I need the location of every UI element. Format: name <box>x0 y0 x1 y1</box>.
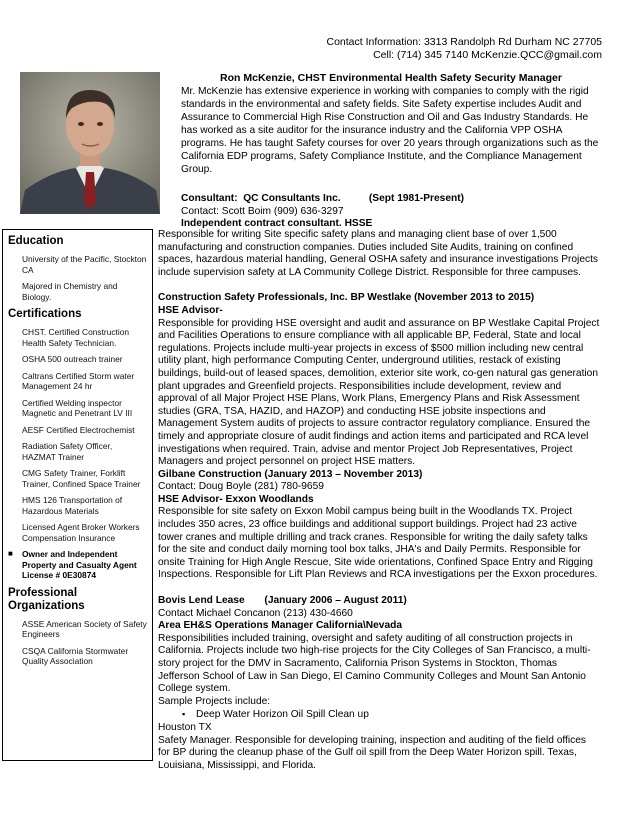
bovis-role: Area EH&S Operations Manager California\Nevada <box>158 620 403 632</box>
certification-item: Licensed Agent Broker Workers Compensation Insurance <box>22 522 140 543</box>
education-heading: Education <box>8 235 64 247</box>
organizations-heading: Professional Organizations <box>8 586 85 612</box>
intro-section <box>181 72 601 176</box>
houston-location: Houston TX <box>158 721 212 733</box>
csp-heading: Construction Safety Professionals, Inc. BP Westlake (November 2013 to 2015) <box>158 292 535 304</box>
organization-item: ASSE American Society of Safety Engineers <box>22 618 147 639</box>
certifications-heading: Certifications <box>8 308 82 320</box>
bovis-heading: Bovis Lend Lease (January 2006 – August 2011) <box>158 595 407 607</box>
bio-paragraph: Mr. McKenzie has extensive experience in working with companies to comply with the rigid standards in the environmental and safety fields. Site Safety expertise includes Audit and Assurance to Commercial High Rise Construction and Oil and Gas Industry Standards. He has worked as a site auditor for the insurance industry and the California VPP OSHA programs. He has taught Safety courses for over 20 years through organizations such as the California EDP programs, Safety Compliance Institute, and the Compliance Management Group. <box>181 86 599 175</box>
name-title: Ron McKenzie, CHST Environmental Health Safety Security Manager <box>220 72 562 84</box>
sidebar <box>2 229 153 761</box>
certification-item: AESF Certified Electrochemist <box>22 424 135 435</box>
certification-item: HMS 126 Transportation of Hazardous Materials <box>22 495 123 516</box>
contact-cell-email: Cell: (714) 345 7140 McKenzie.QCC@gmail.com <box>373 49 602 61</box>
education-item: University of the Pacific, Stockton CA <box>22 254 147 275</box>
square-bullet-icon: ■ <box>8 549 13 558</box>
organization-item: CSQA California Stormwater Quality Association <box>22 645 129 666</box>
consultant-contact: Contact: Scott Boim (909) 636-3297 <box>181 205 344 217</box>
gilbane-role: HSE Advisor- Exxon Woodlands <box>158 493 314 505</box>
license-bullet <box>8 549 148 581</box>
gilbane-description: Responsible for site safety on Exxon Mobil campus being built in the Woodlands TX. Project includes 350 acres, 23 office buildings and additional support buildings. Project had 23 active tower cranes and multiple drilling and track cranes. Responsible for writing the daily safety talks for the site and conduct daily morning tool box talks, JHA's and Daily Permits. Responsible for onsite Training for High Angle Rescue, Site wide orientations, Confined Space Entry and Rigging Inspections. Responsible for Lift Plan Reviews and RCA investigations per the Exxon procedures. <box>158 506 598 581</box>
license-text: Owner and Independent Property and Casualty Agent License # 0E30874 <box>22 549 137 580</box>
bovis-contact: Contact Michael Concanon (213) 430-4660 <box>158 607 353 619</box>
sample-projects-label: Sample Projects include: <box>158 695 271 707</box>
experience-section <box>158 229 600 772</box>
certification-item: Certified Welding inspector Magnetic and Penetrant LV III <box>22 397 133 418</box>
consultant-section <box>181 193 601 231</box>
education-item: Majored in Chemistry and Biology. <box>22 281 118 302</box>
csp-role: HSE Advisor- <box>158 304 223 316</box>
certification-item: Radiation Safety Officer, HAZMAT Trainer <box>22 441 113 462</box>
certification-item: OSHA 500 outreach trainer <box>22 354 123 364</box>
houston-description: Safety Manager. Responsible for developing training, inspection and auditing of the field offices for BP during the cleanup phase of the Gulf oil spill from the Deep Water Horizon spill. Texas, Louisiana, Mississippi, and Florida. <box>158 734 586 771</box>
contact-block <box>327 36 603 62</box>
gilbane-heading: Gilbane Construction (January 2013 – November 2013) <box>158 468 423 480</box>
list-item: ▪ Deep Water Horizon Oil Spill Clean up <box>196 708 600 722</box>
gilbane-contact: Contact: Doug Boyle (281) 780-9659 <box>158 481 324 493</box>
bovis-description: Responsibilities included training, oversight and safety auditing of all construction projects in California. Projects include two high-rise projects for the City Colleges of San Francisco, a multi-story project for the DMV in Sacramento, California Prison Systems in Stockton, Thomas Jefferson School of Law in San Diego, El Camino Community Colleges and Mount San Antonio College system. <box>158 632 591 695</box>
certification-item: Caltrans Certified Storm water Management 24 hr <box>22 370 135 391</box>
consultant-heading: Consultant: QC Consultants Inc. (Sept 1981-Present) <box>181 193 465 204</box>
contact-address: Contact Information: 3313 Randolph Rd Durham NC 27705 <box>326 36 602 48</box>
csp-description: Responsible for providing HSE oversight and audit and assurance on BP Westlake Capital Project and Facilities Operations to ensure compliance with all applicable BP, Federal, State and local regulations. Projects include multi-year projects in excess of $500 million including new central utility plant, high performance Computing Center, underground utilities, restack of existing buildings, build-out of leased spaces, demolition, exterior site work, co-gen natural gas generation plant upgrades and Greenfield projects. Responsibilities include development, review and approval of all Major Project HSE Plans, Work Plans, Emergency Plans and Risk Assessment studies (GRA, TSA, HAZID, and HAZOP) and conducting HSE jobsite inspections and Management System audits of projects to assure contractor regulatory compliance. Ensured the timely and appropriate closure of audit findings and action items and participated and RCA level investigations when required. Train, advise and mentor Project Job Representatives, Project Managers and project personnel on project HSE matters. <box>158 317 600 468</box>
certification-item: CMG Safety Trainer, Forklift Trainer, Confined Space Trainer <box>22 468 141 489</box>
qc-description: Responsible for writing Site specific safety plans and managing client base of over 1,500 manufacturing and construction companies. Duties included Site Audits, training on confined spaces, hazardous material handling, General OSHA safety and insurance investigations Projects include supervision safety at LA Community College District. Responsible for three campuses. <box>158 229 599 278</box>
sample-projects-list <box>158 708 600 722</box>
profile-photo <box>20 72 160 214</box>
certification-item: CHST. Certified Construction Health Safety Technician. <box>22 327 130 348</box>
consultant-role: Independent contract consultant. HSSE <box>181 218 373 229</box>
